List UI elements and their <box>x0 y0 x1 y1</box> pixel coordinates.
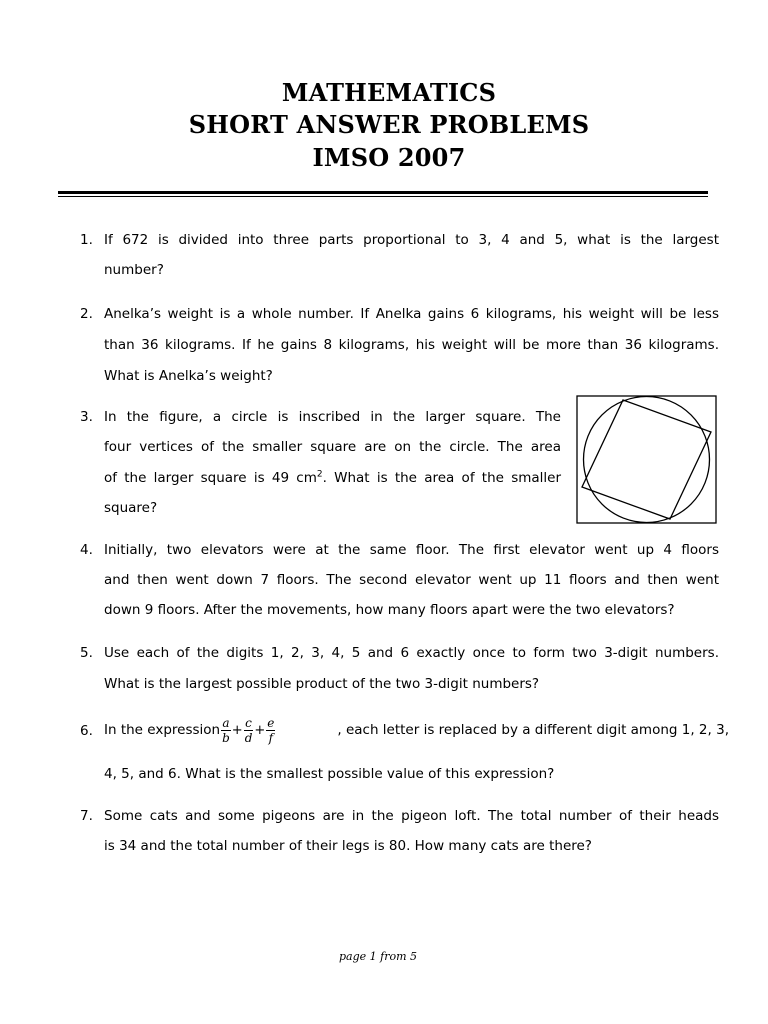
numerator-c: c <box>245 715 252 730</box>
problem-4-line-2: and then went down 7 floors. The second elevator went up 11 floors and then went <box>104 572 719 588</box>
problem-6-lead-text: In the expression <box>104 722 221 738</box>
denominator-d: d <box>244 730 253 745</box>
numerator-a: a <box>222 715 230 730</box>
superscript-squared: 2 <box>316 469 323 480</box>
inscribed-squares-figure <box>576 395 717 524</box>
problem-7-line-2: is 34 and the total number of their legs is 80. How many cats are there? <box>104 838 592 854</box>
problem-4-line-1: Initially, two elevators were at the same floor. The first elevator went up 4 floors <box>104 542 719 558</box>
large-square <box>577 396 716 523</box>
title-competition: IMSO 2007 <box>312 143 466 172</box>
problem-3-line-3b: . What is the area of the smaller <box>322 470 562 486</box>
problem-5-line-2: What is the largest possible product of the two 3-digit numbers? <box>104 676 540 692</box>
problem-3-line-1: In the figure, a circle is inscribed in the larger square. The <box>104 409 561 425</box>
problem-2-number: 2. <box>80 306 93 322</box>
problem-6-line-2: 4, 5, and 6. What is the smallest possible value of this expression? <box>104 766 555 782</box>
title-section: SHORT ANSWER PROBLEMS <box>188 110 590 139</box>
denominator-f: f <box>268 730 274 745</box>
title-subject: MATHEMATICS <box>281 78 497 107</box>
problem-3-line-3a: of the larger square is 49 cm <box>104 470 317 486</box>
fraction-a-over-b <box>221 716 231 745</box>
inscribed-circle <box>584 397 710 523</box>
problem-6-tail-text: , each letter is replaced by a different digit among 1, 2, 3, <box>337 722 729 738</box>
small-square <box>582 400 711 519</box>
problem-1-line-1: If 672 is divided into three parts proportional to 3, 4 and 5, what is the largest <box>104 232 719 248</box>
problem-2-line-1: Anelka’s weight is a whole number. If Anelka gains 6 kilograms, his weight will be less <box>104 306 719 322</box>
problem-1-line-2: number? <box>104 262 164 278</box>
problem-3-number: 3. <box>80 409 93 425</box>
problem-3-line-3 <box>104 470 561 486</box>
problem-3-line-2: four vertices of the smaller square are on the circle. The area <box>104 439 561 455</box>
problem-2-line-3: What is Anelka’s weight? <box>104 368 273 384</box>
plus-sign-1: + <box>231 722 243 738</box>
fraction-c-over-d <box>244 716 254 745</box>
problem-5-number: 5. <box>80 645 93 661</box>
problem-2-line-2: than 36 kilograms. If he gains 8 kilograms, his weight will be more than 36 kilograms. <box>104 337 719 353</box>
problem-6-line-1 <box>104 713 729 747</box>
plus-sign-2: + <box>254 722 266 738</box>
problem-5-line-1: Use each of the digits 1, 2, 3, 4, 5 and 6 exactly once to form two 3-digit numbers. <box>104 645 719 661</box>
problem-6-expression-group <box>104 716 276 745</box>
denominator-b: b <box>222 730 230 745</box>
problem-7-number: 7. <box>80 808 93 824</box>
header-rule-thin <box>58 196 708 197</box>
problem-6-number: 6. <box>80 723 93 739</box>
problem-7-line-1: Some cats and some pigeons are in the pigeon loft. The total number of their heads <box>104 808 719 824</box>
numerator-e: e <box>267 715 275 730</box>
header-rule-thick <box>58 191 708 194</box>
problem-4-number: 4. <box>80 542 93 558</box>
page-footer: page 1 from 5 <box>338 950 418 963</box>
fraction-e-over-f <box>266 716 275 745</box>
problem-4-line-3: down 9 floors. After the movements, how many floors apart were the two elevators? <box>104 602 675 618</box>
problem-3-line-4: square? <box>104 500 158 516</box>
problem-1-number: 1. <box>80 232 93 248</box>
